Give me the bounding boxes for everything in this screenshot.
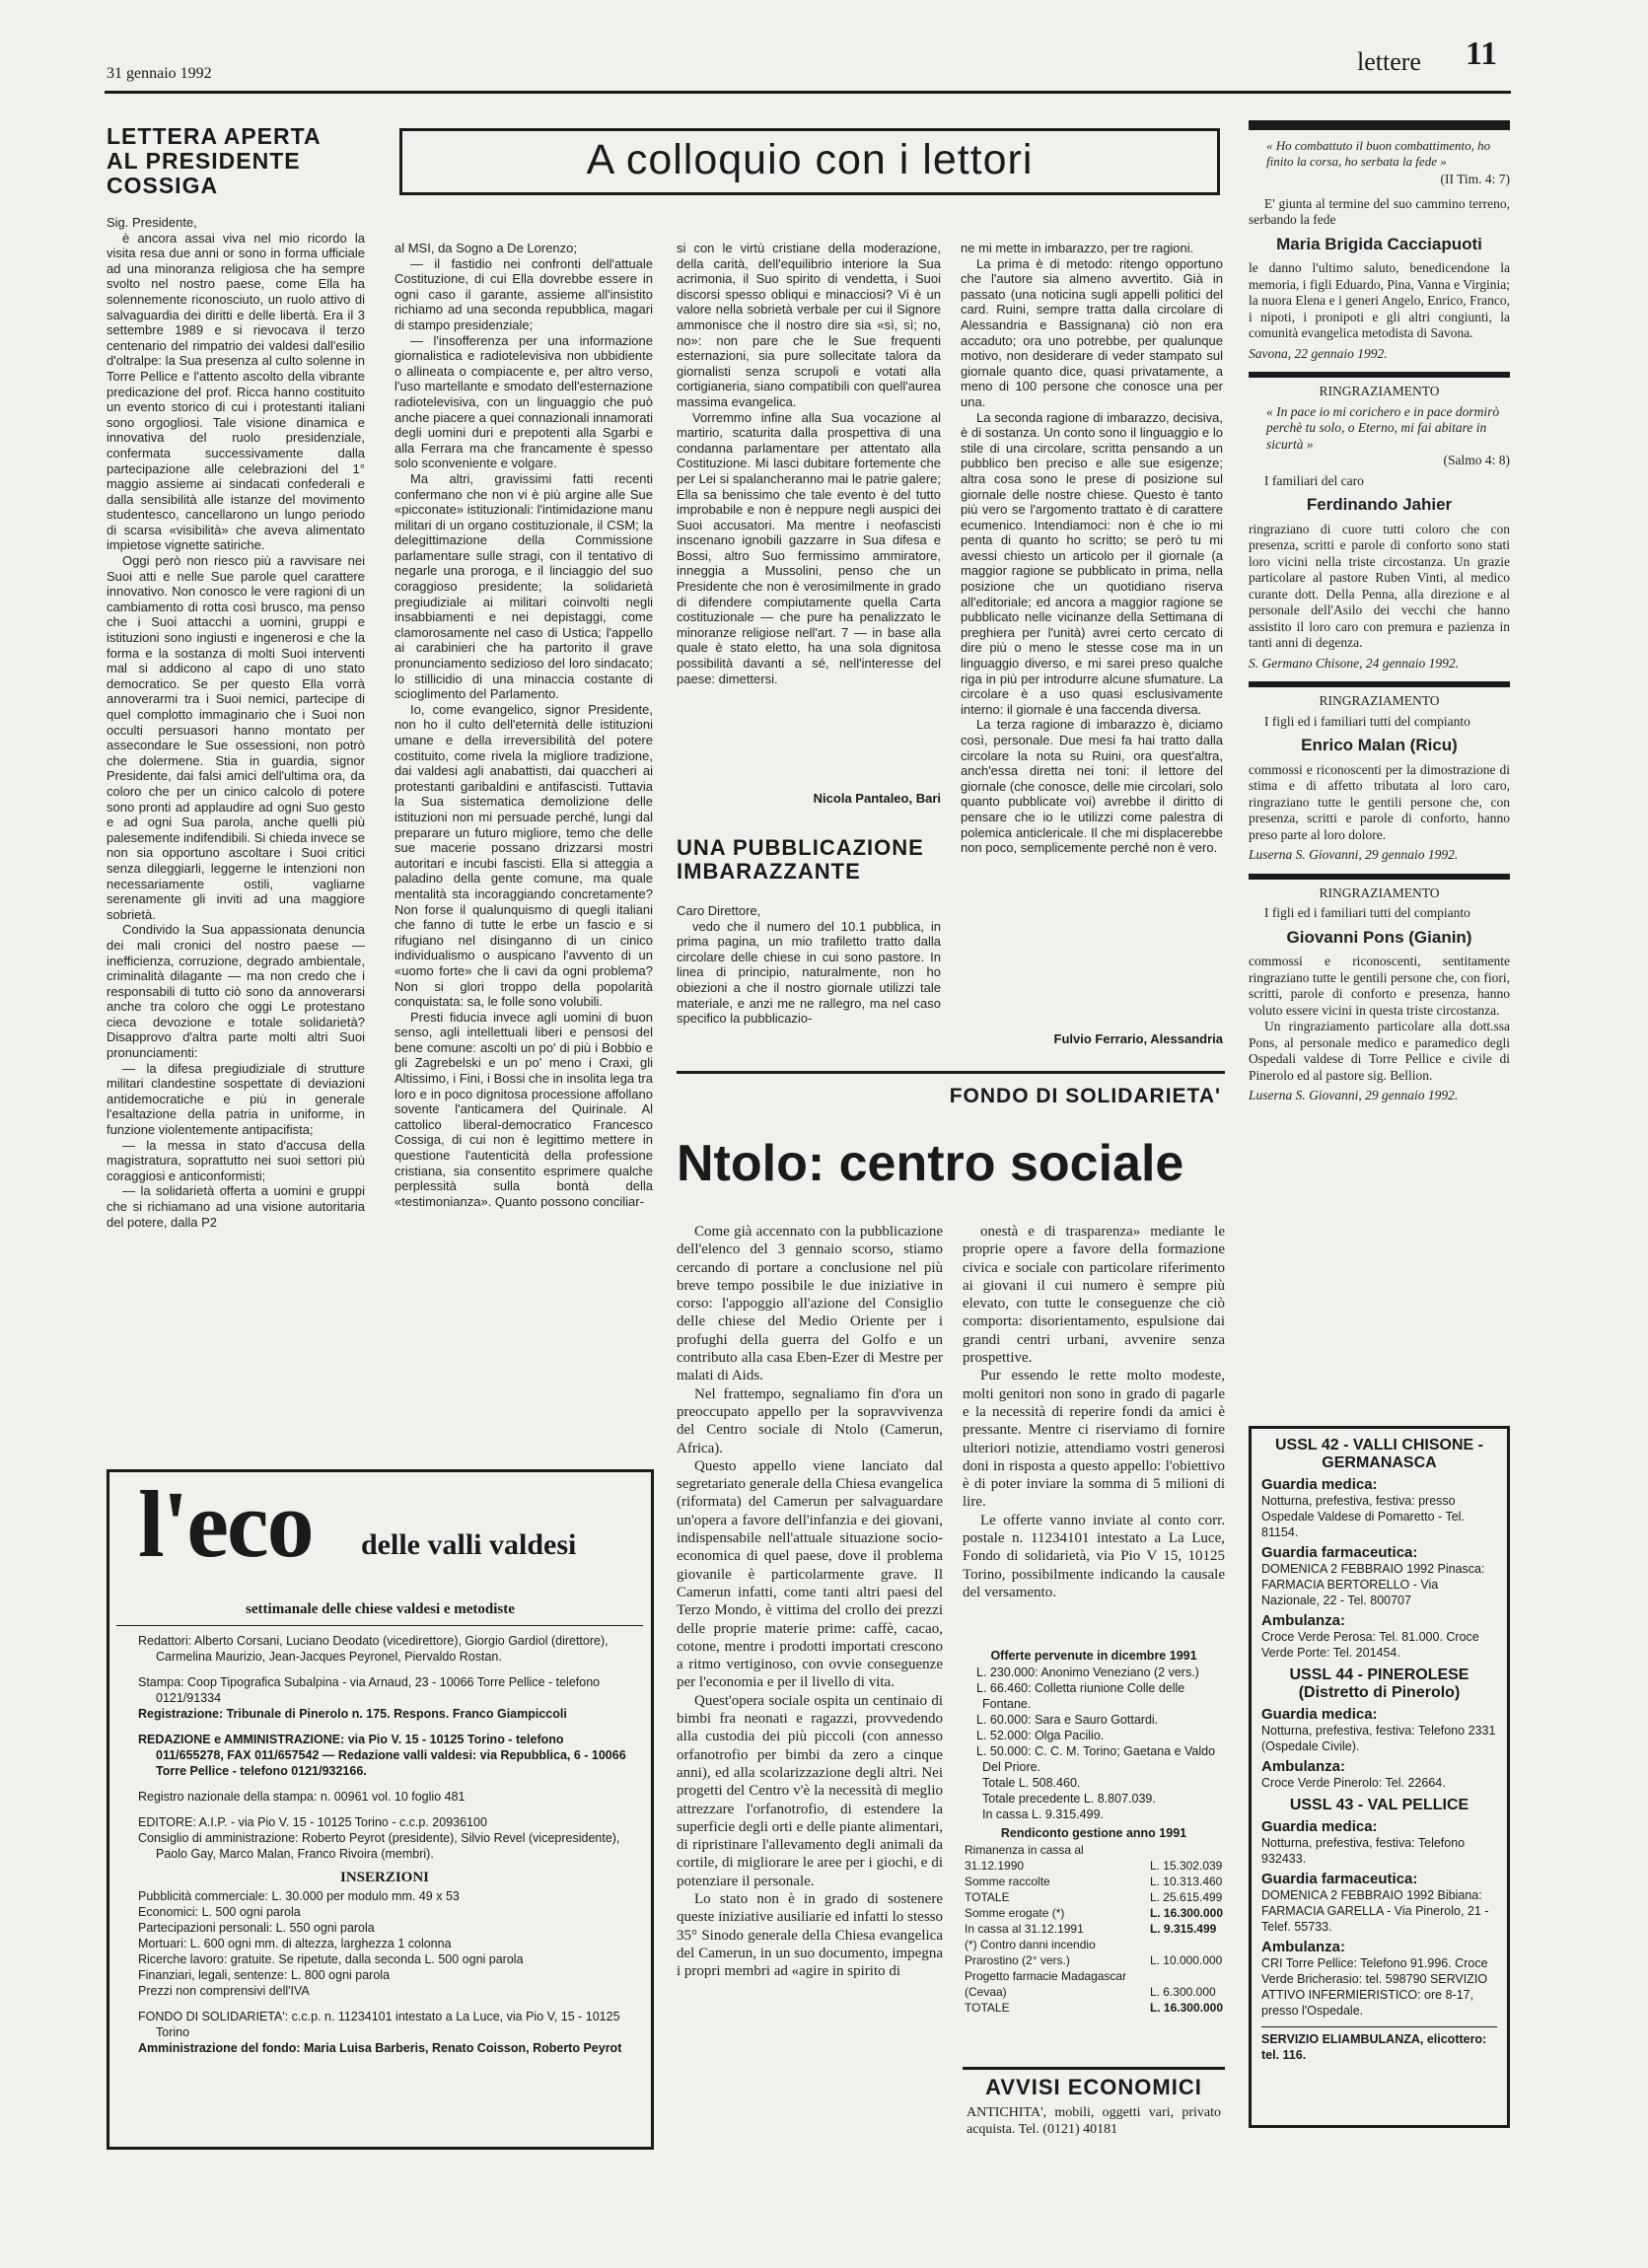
ussl43-guardia: Notturna, prefestiva, festiva: Telefono 932433. [1261,1836,1466,1866]
pubblicazione-signature: Fulvio Ferrario, Alessandria [1053,1031,1223,1046]
ussl44-amb-heading: Ambulanza: [1261,1758,1346,1775]
ussl42-title: USSL 42 - VALLI CHISONE - GERMANASCA [1275,1437,1483,1471]
ussl42-guardia: Notturna, prefestiva, festiva: presso Ospedale Valdese di Pomaretto - Tel. 81154. [1261,1494,1465,1539]
obituary-name: Giovanni Pons (Gianin) [1286,927,1472,947]
pubblicazione-salutation: Caro Direttore, [677,903,761,918]
quote-ref: (Salmo 4: 8) [1443,453,1510,467]
inserzioni-line: Partecipazioni personali: L. 550 ogni parola [138,1921,375,1935]
paragraph: Condivido la Sua appassionata denuncia dei mali cronici del nostro paese — inefficienza, corruzione, degrado ambientale, criminalità dilagante — ma non credo che i responsabili di tutto ciò sono da annoverarsi anche tra coloro che oggi Le protestano cieca devozione e totale solidarietà? Disapprovo d'altra parte molti altri Suoi pronunciamenti: [107,922,365,1061]
inserzioni-line: Pubblicità commerciale: L. 30.000 per modulo mm. 49 x 53 [138,1889,460,1903]
ussl43-guardia-heading: Guardia medica: [1261,1818,1378,1835]
separator-rule [1249,874,1510,880]
paragraph: si con le virtù cristiane della moderazione, della carità, dell'equilibrio interiore la Sua acrimonia, il Suo spirito di vendetta, i Suoi discorsi spesso obliqui e minacciosi? Vi è un valore nella sobrietà verbale per cui il Signore ammonisce che il nostro dire sia «sì, sì; no, no»: non pare che le Sue frequenti esternazioni, sia pure sollecitate talora da giornalisti senza scrupoli e votati alla cortigianeria, siano compatibili con quell'aurea massima evangelica. [677,241,941,409]
rendiconto-amount: L. 15.302.039 [1149,1859,1223,1873]
ringraziamento-label: RINGRAZIAMENTO [1319,885,1440,900]
paragraph: — l'insofferenza per una informazione giornalistica e radiotelevisiva non ubbidiente o allineata o compiacente e, per altro verso, l'uso martellante e smodato dell'esternazione radiotelevisiva, con un linguaggio che può anche piacere a quei connazionali innamorati degli uomini duri e prepotenti alla Sgarbi e alla Ferrara ma che francamente è spesso solo sconveniente e volgare. [394,332,653,471]
table-row [963,1921,1225,1937]
masthead-body [138,1633,631,2056]
paragraph: onestà e di trasparenza» mediante le proprie opere a favore della formazione civica e sociale con particolare riferimento ai giovani il cui numero è sempre più elevato, con tutte le conseguenze che ciò comporta: disorientamento, espulsione dai grandi centri urbani, avvenire senza prospettive. [963,1224,1225,1367]
ussl-box [1249,1426,1510,2128]
offerta-item: L. 60.000: Sara e Sauro Gottardi. [976,1713,1159,1727]
paragraph: Vorremmo infine alla Sua vocazione al martirio, scaturita dalla prospettiva di una condanna parlamentare per attentato alla Costituzione. Mi lasci dubitare fortemente che per Lei si spalancheranno mai le patrie galere; Ella sa benissimo che tale evento è del tutto improbabile e non è neppure negli auspici dei Suoi accusatori. Ma mentre i neofascisti inscenano ignobili gazzarre in Sua difesa e Bossi, altro Suo fermissimo ammiratore, inneggia a Mussolini, penso che un Presidente che non è verosimilmente in grado di difendere compiutamente quella Carta costituzionale — che pure ha penalizzato le minoranze religiose nell'art. 7 — in base alla quale è stato eletto, ha una sola dignitosa possibilità davanti a sé, nell'interesse del paese: dimettersi. [677,409,941,686]
section-name: lettere [1357,47,1421,76]
obituary-place: Luserna S. Giovanni, 29 gennaio 1992. [1249,847,1459,862]
rendiconto-amount: L. 16.300.000 [1149,1906,1223,1920]
fondo-rule [677,1071,1225,1074]
fondo-headline: Ntolo: centro sociale [677,1135,1184,1192]
ussl44-guardia: Notturna, prefestiva, festiva: Telefono 2331 (Ospedale Civile). [1261,1724,1496,1753]
offerta-item: L. 230.000: Anonimo Veneziano (2 vers.) [976,1666,1199,1679]
fondo-line: Amministrazione del fondo: Maria Luisa Barberis, Renato Coisson, Roberto Peyrot [138,2041,622,2055]
masthead-logo-small: delle valli valdesi [361,1528,577,1561]
offerta-item: L. 66.460: Colletta riunione Colle delle Fontane. [976,1681,1185,1711]
fondo-col1 [677,1223,943,2140]
paragraph: La terza ragione di imbarazzo è, diciamo così, personale. Due mesi fa hai tratto dalla circolare la nota su Ruini, ora quest'altra, anch'essa diretta nei toni: il lettore del giornale (che conosce, delle mie circolari, solo quanto pubblicate voi) avrebbe il diritto di pensare che io le utilizzi come palestra di polemica anticlericale. Il che mi displacerebbe non poco, semplicemente perché non è vero. [961,717,1223,856]
table-row [963,1968,1225,2000]
rendiconto-label: Somme erogate (*) [965,1906,1065,1920]
fondo-kicker: FONDO DI SOLIDARIETA' [949,1085,1221,1107]
page-number: 11 [1466,35,1498,72]
pubblicazione-col3 [677,903,941,1051]
masthead-line: Redattori: Alberto Corsani, Luciano Deodato (vicedirettore), Giorgio Gardiol (direttore), Carmelina Maurizio, Jean-Jacques Peyronel, Piervaldo Rostan. [138,1634,609,1664]
table-row [963,1905,1225,1921]
obituary-name: Ferdinando Jahier [1306,495,1453,514]
paragraph: Io, come evangelico, signor Presidente, non ho il culto dell'eternità delle istituzioni umane e della irreversibilità del potere costituito, come rivela la migliore tradizione, dai valdesi agli anabattisti, dai quaccheri ai protestanti garibaldini e antifascisti. Tuttavia la Sua sistematica demolizione delle istituzioni non mi persuade perché, lungi dal preparare un futuro migliore, temo che delle sue macerie possano drizzarsi mostri autoritari e incubi fascisti. Ella si atteggia a paladino della gente comune, ma quale mentalità sta incoraggiando concretamente? Non forse il qualunquismo di quegli italiani che fanno di tutte le erbe un fascio e si rifugiano nel disinganno di un cinico individualismo o auspicano l'avvento di un «uomo forte» che li cavi da ogni problema? Non si glori troppo della popolarità conquistata: sa, le folle sono volubili. [394,701,653,1010]
paragraph: è ancora assai viva nel mio ricordo la visita resa due anni or sono in forma ufficiale ad una minoranza religiosa che ha sempre svolto nel nostro paese, come Ella ha solennemente riconosciuto, un ruolo attivo di salvaguardia dei diritti e delle libertà. Era il 3 settembre 1989 e si rievocava il terzo centenario del rimpatrio dei valdesi dall'esilio d'oltralpe: la Sua presenza al culto solenne in Torre Pellice e l'attento ascolto della vibrante predicazione del prof. Ricca hanno costituito un evento storico di cui i protestanti italiani sono orgogliosi. Tale visione dinamica e innovativa del ruolo presidenziale, confermata successivamente dalla partecipazione alle celebrazioni del 1° maggio assieme ai sindacati confederali e dalla sensibilità alle istanze del movimento studentesco, cancellarono un lungo periodo di scarsa «visibilità» che aveva alimentato impietose vignette satiriche. [107,230,365,553]
inserzioni-line: Finanziari, legali, sentenze: L. 800 ogni parola [138,1968,391,1982]
totale-line: Totale precedente L. 8.807.039. [982,1792,1156,1806]
obituary-text: commossi e riconoscenti per la dimostrazione di stima e di affetto tributata al loro caro, ringraziano tutte le gentili persone che, con presenza, scritti e parole di conforto, hanno preso parte al loro dolore. [1249,761,1510,842]
cossiga-salutation: Sig. Presidente, [107,215,197,230]
paragraph: — la messa in stato d'accusa della magistratura, soprattutto nei suoi settori più coraggiosi e anticonformisti; [107,1137,365,1183]
masthead-line: Registro nazionale della stampa: n. 00961 vol. 10 foglio 481 [138,1790,466,1804]
ussl42-guardia-heading: Guardia medica: [1261,1476,1378,1493]
rendiconto-label: Progetto farmacie Madagascar (Cevaa) [965,1969,1127,1999]
rendiconto-amount: L. 25.615.499 [1149,1890,1223,1904]
table-row [963,1889,1225,1905]
paragraph: La prima è di metodo: ritengo opportuno che l'autore sia almeno avvertito. Già in passato (una noticina sugli appelli politici del card. Ruini, sempre tratta dalla circolare di Alessandria e Bassignana) ciò non era accaduto; ora uno potrebbe, per qualunque motivo, non desiderare di veder stampato sul giornale quanto dice, quasi privatamente, a meno di 100 persone che conosce una per una. [961,255,1223,409]
rendiconto-amount: L. 16.300.000 [1149,2001,1223,2015]
obituary-place: Savona, 22 gennaio 1992. [1249,345,1388,361]
right-top-rule [1249,120,1510,130]
rendiconto-label: TOTALE [965,1890,1010,1904]
rendiconto-table [963,1842,1225,2016]
obituary-place: Luserna S. Giovanni, 29 gennaio 1992. [1249,1088,1459,1102]
header-rule [105,91,1511,94]
paragraph: Come già accennato con la pubblicazione dell'elenco del 3 gennaio scorso, stiamo cercando di portare a conclusione nel più breve tempo possibile le due iniziative in corso: l'appoggio all'azione del Consiglio delle chiese del Medio Oriente per i profughi della guerra del Golfo e un contributo alla casa Eben-Ezer di Mestre per malati di Aids. [677,1224,943,1384]
eliambulanza: SERVIZIO ELIAMBULANZA, elicottero: tel. 116. [1261,2026,1497,2063]
paragraph: Le offerte vanno inviate al conto corr. postale n. 11234101 intestato a La Luce, Fondo di solidarietà, via Pio V 15, 10125 Torino, possibilmente indicando la causale del versamento. [963,1512,1225,1600]
obituary-name: Enrico Malan (Ricu) [1301,736,1458,754]
ringraziamento-label: RINGRAZIAMENTO [1319,693,1440,708]
ussl43-title: USSL 43 - VAL PELLICE [1289,1797,1469,1813]
inserzioni-title: INSERZIONI [339,1870,430,1885]
ussl44-title: USSL 44 - PINEROLESE (Distretto di Pinerolo) [1289,1666,1469,1701]
obituary-text: ringraziano di cuore tutti coloro che con presenza, scritti e parole di conforto sono stati loro vicini nella triste circostanza. Un grazie particolare al pastore Ruben Vinti, al medico curante dott. Della Penna, alla direzione e al personale dell'Asilo dei vecchi che hanno assistito il loro caro con premura e pazienza in tanti anni di degenza. [1249,521,1510,650]
banner-title: A colloquio con i lettori [586,136,1034,183]
paragraph: al MSI, da Sogno a De Lorenzo; [394,241,578,255]
inserzioni-line: Prezzi non comprensivi dell'IVA [138,1984,310,1998]
obituary-text: Un ringraziamento particolare alla dott.ssa Pons, al personale medico e paramedico degli Ospedali valdese di Torre Pellice e civile di Pinerolo ed al pastore sig. Bellion. [1249,1019,1510,1083]
totale-line: In cassa L. 9.315.499. [982,1807,1105,1821]
paragraph: Ma altri, gravissimi fatti recenti confermano che non vi è più argine alle Sue «picconate» istituzionali: l'intimidazione manu militari di un organo costituzionale, il CSM; la delegittimazione della Commissione parlamentare sulle stragi, con il tentativo di negarle una proroga, e il linciaggio del suo coraggioso presidente; la solidarietà pregiudiziale ai militari coinvolti negli insabbiamenti e nei depistaggi, come clamorosamente nel caso di Ustica; l'appello ai carabinieri che ha partorito il grave pronunciamento sedizioso del loro sindacato; lo stillicidio di una minaccia costante di scioglimento del Parlamento. [394,470,653,702]
fondo-line: FONDO DI SOLIDARIETA': c.c.p. n. 11234101 intestato a La Luce, via Pio V, 15 - 10125 Torino [138,2010,620,2039]
paragraph: ne mi mette in imbarazzo, per tre ragioni. [961,241,1194,255]
inserzioni-line: Ricerche lavoro: gratuite. Se ripetute, dalla seconda L. 500 ogni parola [138,1952,524,1966]
cossiga-title: LETTERA APERTA AL PRESIDENTE COSSIGA [107,123,321,198]
offerte-title: Offerte pervenute in dicembre 1991 [990,1649,1197,1663]
cossiga-col2 [394,241,653,1394]
avvisi-text: ANTICHITA', mobili, oggetti vari, privato acquista. Tel. (0121) 40181 [967,2105,1221,2137]
masthead-line: REDAZIONE e AMMINISTRAZIONE: via Pio V. 15 - 10125 Torino - telefono 011/655278, FAX 011/657542 — Redazione valli valdesi: via Repubblica, 6 - 10066 Torre Pellice - telefono 0121/932166. [138,1733,626,1778]
ussl43-farm: DOMENICA 2 FEBBRAIO 1992 Bibiana: FARMACIA GARELLA - Via Pinerolo, 21 - Telef. 55733. [1261,1888,1489,1934]
cossiga-col3 [677,241,941,783]
cossiga-signature: Nicola Pantaleo, Bari [813,791,941,806]
offerta-item: L. 52.000: Olga Pacilio. [976,1729,1105,1742]
obituary-intro: I figli ed i familiari tutti del compianto [1264,905,1470,920]
masthead-subtitle: settimanale delle chiese valdesi e metodiste [246,1601,515,1617]
table-row [963,1937,1225,1968]
obituary-intro: I figli ed i familiari tutti del compianto [1264,713,1470,729]
paragraph: — il fastidio nei confronti dell'attuale Costituzione, di cui Ella dovrebbe essere in ogni caso il garante, assieme all'insistito richiamo ad una seconda repubblica, magari di stampo presidenziale; [394,255,653,332]
rendiconto-label: (*) Contro danni incendio Prarostino (2° vers.) [965,1938,1096,1967]
rendiconto-amount: L. 9.315.499 [1149,1922,1217,1936]
obituary-intro: I familiari del caro [1264,472,1364,488]
table-row [963,2000,1225,2016]
ringraziamento-label: RINGRAZIAMENTO [1319,384,1440,398]
offerta-item: L. 50.000: C. C. M. Torino; Gaetana e Valdo Del Priore. [976,1744,1216,1774]
paragraph: Questo appello viene lanciato dal segretariato generale della Chiesa evangelica (riformata) del Camerun per salvaguardare un'opera a favore dell'infanzia e dei giovani, indispensabile nell'attuale situazione socio-economica di quel paese, dove il problema giovanile è particolarmente grave. Il Camerun infatti, come tanti altri paesi del Terzo Mondo, è vittima del crollo dei prezzi delle proprie materie prime: caffè, cacao, cotone, mentre i prodotti importati crescono a ritmo vertiginoso, con ovvie conseguenze per l'economia e per il livello di vita. [677,1457,943,1691]
ussl42-amb: Croce Verde Perosa: Tel. 81.000. Croce Verde Porte: Tel. 201454. [1261,1630,1479,1660]
offerte-block [963,1649,1225,2016]
paragraph: Oggi però non riesco più a ravvisare nei Suoi atti e nelle Sue parole quel carattere innovativo. Non conosco le vere ragioni di un cambiamento di rotta così brusco, ma penso che i Suoi attacchi a uomini, gruppi e istituzioni sono ingiusti e ingenerosi e che la forma e la sostanza di molti Suoi interventi mal si addicono al capo di uno stato democratico. Se per questo Ella vorrà annoverarmi tra i Suoi nemici, partecipe di quel complotto immaginario che i Suoi non occulti persuasori hanno montato per assecondare le Sue ossessioni, non potrò che dolermene. Stia in guardia, signor Presidente, dai falsi amici dell'ultima ora, da coloro che per un cinico calcolo di potere sono pronti ad applaudire ad ogni Suo gesto e ad ogni Sua parola, anche quelli più palesemente indifendibili. Si chieda invece se non sia opportuno ascoltare i Suoi critici senza dileggiarli, leggerne le intenzioni non necessariamente ostili, vagliarne serenamente gli inviti ad una maggiore sobrietà. [107,553,365,922]
ussl42-farm-heading: Guardia farmaceutica: [1261,1544,1418,1561]
table-row [963,1842,1225,1874]
masthead-line: Stampa: Coop Tipografica Subalpina - via Arnaud, 23 - 10066 Torre Pellice - telefono 0121/91334 [138,1675,601,1705]
ussl44-amb: Croce Verde Pinerolo: Tel. 22664. [1261,1776,1446,1790]
quote-ref: (II Tim. 4: 7) [1440,172,1510,186]
totale-line: Totale L. 508.460. [982,1776,1081,1790]
rendiconto-label: Rimanenza in cassa al 31.12.1990 [965,1843,1084,1873]
avvisi-title: AVVISI ECONOMICI [985,2075,1202,2099]
quote-text: « In pace io mi corichero e in pace dormirò perchè tu solo, o Eterno, mi fai abitare in sicurtà » [1266,403,1500,452]
obituary-place: S. Germano Chisone, 24 gennaio 1992. [1249,655,1459,671]
inserzioni-line: Mortuari: L. 600 ogni mm. di altezza, larghezza 1 colonna [138,1937,452,1950]
ussl43-farm-heading: Guardia farmaceutica: [1261,1871,1418,1887]
masthead-line: Registrazione: Tribunale di Pinerolo n. 175. Respons. Franco Giampiccoli [138,1707,567,1721]
inserzioni-line: Economici: L. 500 ogni parola [138,1905,301,1919]
ussl43-amb-heading: Ambulanza: [1261,1939,1346,1955]
rendiconto-label: Somme raccolte [965,1875,1050,1888]
rendiconto-amount: L. 10.000.000 [1149,1953,1223,1967]
table-row [963,1874,1225,1889]
pubblicazione-col4 [961,241,1223,1010]
masthead-line: Consiglio di amministrazione: Roberto Peyrot (presidente), Silvio Revel (vicepresidente), Paolo Gay, Marco Malan, Franco Rivoira (membri). [138,1831,620,1861]
rendiconto-amount: L. 10.313.460 [1149,1875,1223,1888]
separator-rule [1249,372,1510,378]
obituary-text: commossi e riconoscenti, sentitamente ringraziano tutte le gentili persone che, con fiori, scritti, parole di conforto e presenza, hanno voluto essere vicini in questa triste circostanza. [1249,954,1510,1018]
ussl42-amb-heading: Ambulanza: [1261,1612,1346,1629]
rendiconto-title: Rendiconto gestione anno 1991 [1000,1826,1187,1840]
obituary-intro: E' giunta al termine del suo cammino terreno, serbando la fede [1249,195,1510,227]
obituary-text: le danno l'ultimo saluto, benedicendone la memoria, i figli Eduardo, Pina, Vanna e Virginia; la nuora Elena e i generi Angelo, Enrico, Franco, i nipoti, i pronipoti e gli altri congiunti, la comunità evangelica metodista di Savona. [1249,260,1510,340]
masthead-line: EDITORE: A.I.P. - via Pio V. 15 - 10125 Torino - c.c.p. 20936100 [138,1815,487,1829]
paragraph: — la difesa pregiudiziale di strutture militari clandestine sospettate di deviazioni antidemocratiche e più in generale l'esaltazione della patria in uniforme, in funzione violentemente antipacifista; [107,1060,365,1138]
obituary-name: Maria Brigida Cacciapuoti [1276,234,1482,253]
avvisi-rule [963,2067,1225,2070]
paragraph: Lo stato non è in grado di sostenere queste iniziative ausiliarie ed infatti lo stesso 35° Sinodo generale della Chiesa evangelica del Camerun, in un suo documento, impegna i propri membri ad «agire in spirito di [677,1890,943,1980]
paragraph: Pur essendo le rette molto modeste, molti genitori non sono in grado di pagarle e la necessità di reperire fondi da amici è pressante. Mentre ci riserviamo di fornire ulteriori notizie, attendiamo vostri generosi doni in risposta a questo appello: l'obiettivo è di poter inviare la somma di 5 milioni di lire. [963,1368,1225,1511]
issue-date: 31 gennaio 1992 [107,65,212,82]
paragraph: Nel frattempo, segnaliamo fin d'ora un preoccupato appello per la sopravvivenza del Centro sociale di Ntolo (Camerun, Africa). [677,1385,943,1456]
paragraph: Presti fiducia invece agli uomini di buon senso, agli intellettuali liberi e pensosi del bene comune: ascolti un po' di più i Bobbio e gli Zagrebelski e un po' meno i Craxi, gli Altissimo, i Fini, i Bossi che in insolita lega tra loro e in poco dignitosa processione affollano sovente l'anticamera del Quirinale. Al cattolico liberal-democratico Francesco Cossiga, di cui non è legittimo mettere in questione l'autenticità della professione cristiana, sia consentito esprimere qualche perplessità sulla bontà della «testimonianza». Quanto possono conciliar- [394,1009,653,1209]
right-column [1249,138,1510,1104]
fondo-col2 [963,1223,1225,1647]
masthead-logo: l'eco [138,1471,313,1577]
quote-text: « Ho combattuto il buon combattimento, ho finito la corsa, ho serbata la fede » [1266,138,1491,169]
paragraph: La seconda ragione di imbarazzo, decisiva, è di sostanza. Un conto sono il linguaggio e lo stile di una circolare, scritta pensando a un pubblico ben preciso e alle sue esigenze; altra cosa sono le prese di posizione sul giornale delle nostre chiese. Questo è tanto più vero se l'argomento trattato è di carattere ecumenico. Intendiamoci: non è che io mi penta di quanto ho scritto; se però tu mi avessi chiesto un articolo per il giornale (a maggior ragione se pubblicato in prima, nella posizione che un quotidiano riserva all'editoriale; ed ancora a maggior ragione se pubblicato nelle vicinanze della Settimana di preghiera per l'unità) avrei certo cercato di dire più o meno le stesse cose ma in un linguaggio diverso, e mi sarei preso qualche riga in più per introdurre alcune sfumature. La circolare è a uso quasi esclusivamente interno: il giornale è una faccenda diversa. [961,409,1223,717]
rendiconto-label: In cassa al 31.12.1991 [965,1922,1084,1936]
pubblicazione-title: UNA PUBBLICAZIONE IMBARAZZANTE [677,835,924,884]
ussl43-amb: CRI Torre Pellice: Telefono 91.996. Croce Verde Bricherasio: tel. 598790 SERVIZIO ATTIVO INFERMIERISTICO: ore 8-17, presso l'Ospedale. [1261,1956,1488,2018]
paragraph: Quest'opera sociale ospita un centinaio di bimbi fra neonati e ragazzi, provvedendo alla custodia dei più piccoli (con annesso orfanotrofio per bimbi da zero a cinque anni), ed alla scolarizzazione degli altri. Nei progetti del Centro v'è la necessità di meglio attrezzare l'orfanotrofio, di estendere la superficie degli orti e delle piante alimentari, di ripristinare l'allevamento degli animali da cortile, di migliorare le aree per i giochi, e di potenziare il personale. [677,1692,943,1889]
masthead-divider [116,1625,643,1626]
ussl42-farm: DOMENICA 2 FEBBRAIO 1992 Pinasca: FARMACIA BERTORELLO - Via Nazionale, 22 - Tel. 800707 [1261,1562,1485,1607]
cossiga-col1 [107,215,365,1398]
rendiconto-amount: L. 6.300.000 [1149,1985,1216,1999]
rendiconto-label: TOTALE [965,2001,1010,2015]
ussl44-guardia-heading: Guardia medica: [1261,1706,1378,1723]
paragraph: — la solidarietà offerta a uomini e gruppi che si richiamano ad una visione autoritaria del potere, dalla P2 [107,1183,365,1230]
separator-rule [1249,681,1510,687]
paragraph: vedo che il numero del 10.1 pubblica, in prima pagina, un mio trafiletto tratto dalla circolare delle chiese in cui sono pastore. In linea di principio, naturalmente, non ho obiezioni a che il nostro giornale utilizzi tale materiale, e anzi me ne rallegro, ma nel caso specifico la pubblicazio- [677,918,941,1027]
